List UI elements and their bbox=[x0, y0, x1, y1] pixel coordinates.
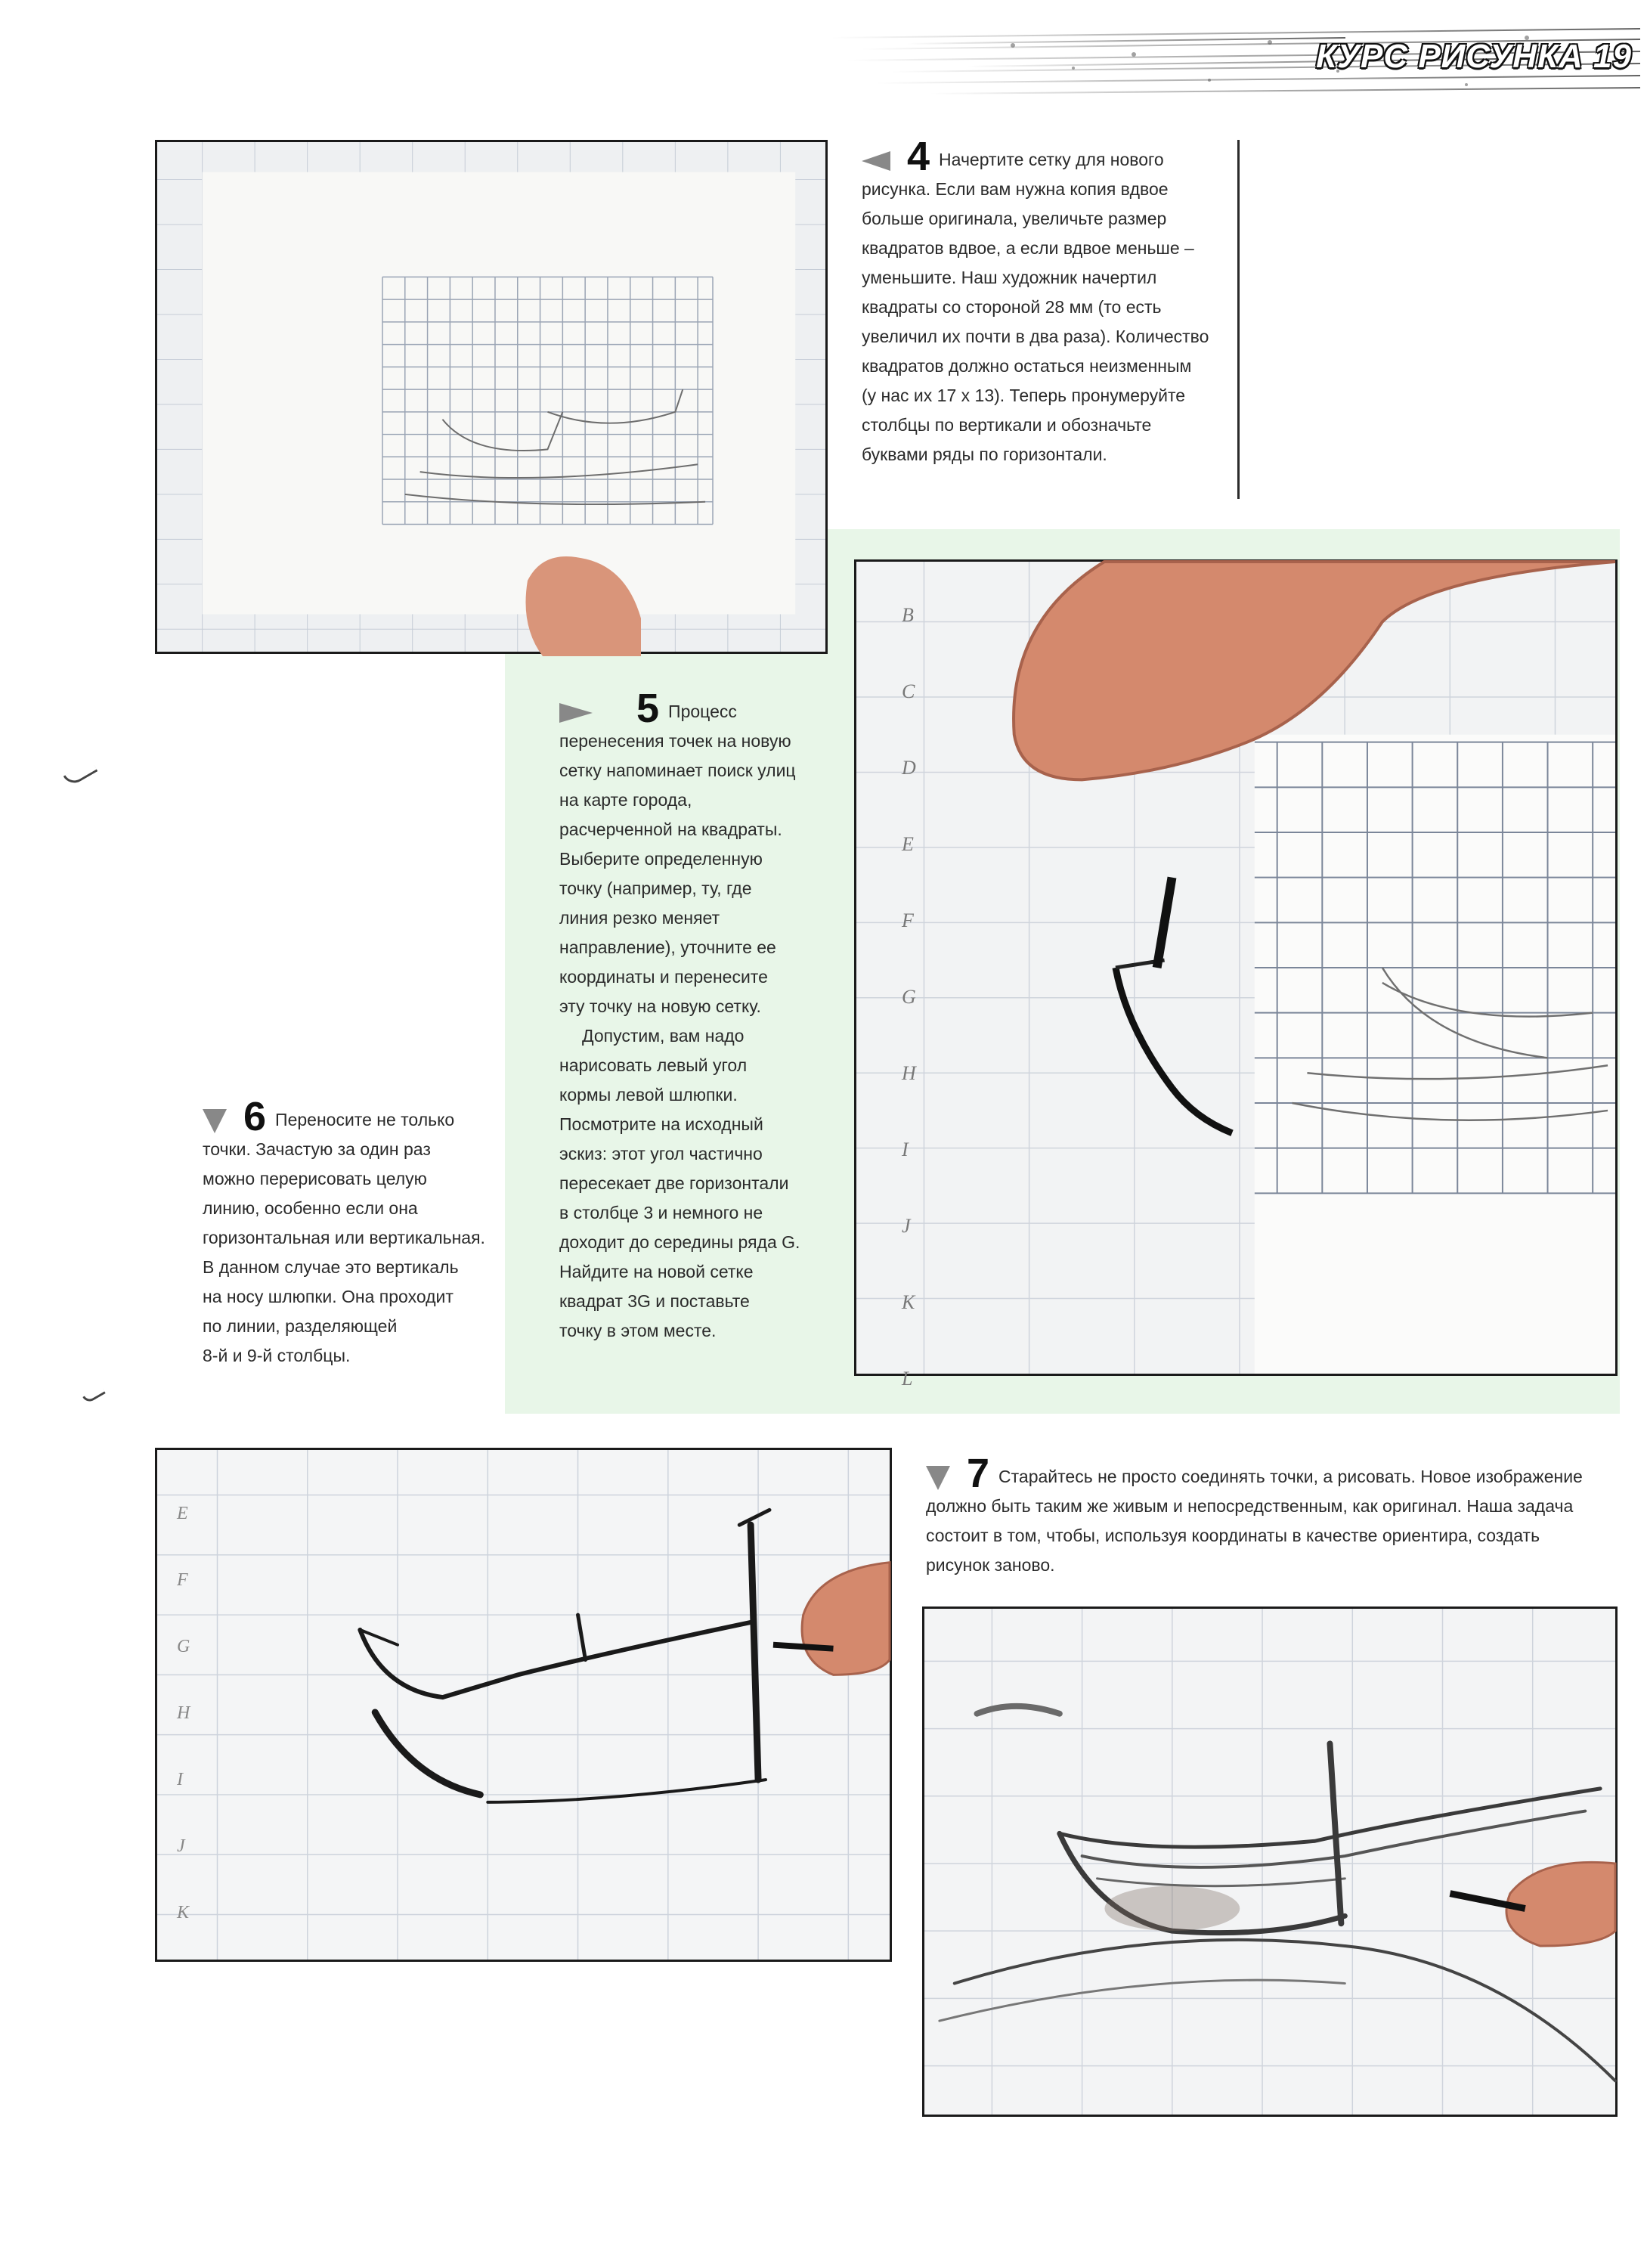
hand-illustration bbox=[512, 535, 649, 656]
step-7-number: 7 bbox=[967, 1451, 990, 1496]
text-line: рисунка. Если вам нужна копия вдвое bbox=[862, 179, 1169, 199]
step-6-number: 6 bbox=[243, 1094, 267, 1139]
text-line: направление), уточните ее bbox=[559, 937, 776, 957]
text-line: пересекает две горизонтали bbox=[559, 1173, 789, 1193]
margin-mark bbox=[63, 760, 98, 787]
text-line: сетку напоминает поиск улиц bbox=[559, 761, 796, 780]
header-title: КУРС РИСУНКА bbox=[1316, 38, 1584, 75]
step-5-number: 5 bbox=[636, 686, 660, 731]
text-line: квадратов должно остаться неизменным bbox=[862, 356, 1192, 376]
photo-step-5 bbox=[854, 559, 1618, 1390]
text-line: эту точку на новую сетку. bbox=[559, 996, 761, 1016]
text-line: кормы левой шлюпки. bbox=[559, 1085, 738, 1105]
text-line: точки. Зачастую за один раз bbox=[203, 1139, 431, 1159]
text-line: нарисовать левый угол bbox=[559, 1055, 748, 1075]
grid-row-labels: E F G H I J K bbox=[177, 1504, 190, 1923]
photo-step-7 bbox=[922, 1606, 1618, 2117]
text-line: в столбце 3 и немного не bbox=[559, 1203, 763, 1222]
text-line: точку в этом месте. bbox=[559, 1321, 717, 1340]
step-4-text bbox=[862, 134, 1224, 469]
text-line: Начертите сетку для нового bbox=[939, 150, 1164, 169]
text-line: В данном случае это вертикаль bbox=[203, 1257, 459, 1277]
text-line: Допустим, вам надо bbox=[582, 1026, 745, 1046]
triangle-down-icon bbox=[926, 1466, 950, 1490]
text-line: координаты и перенесите bbox=[559, 967, 768, 987]
photo-step-4 bbox=[155, 140, 828, 654]
text-line: должно быть таким же живым и непосредственным, как оригинал. Наша задача bbox=[926, 1496, 1574, 1516]
step-6-text bbox=[203, 1094, 505, 1371]
text-line: на носу шлюпки. Она проходит bbox=[203, 1287, 454, 1306]
text-line: рисунок заново. bbox=[926, 1555, 1055, 1575]
text-line: Переносите не только bbox=[275, 1110, 455, 1129]
text-line: Старайтесь не просто соединять точки, а рисовать. Новое изображение bbox=[998, 1467, 1583, 1486]
triangle-left-icon bbox=[862, 151, 890, 171]
text-line: Процесс bbox=[668, 702, 737, 721]
text-line: уменьшите. Наш художник начертил bbox=[862, 268, 1157, 287]
text-line: больше оригинала, увеличьте размер bbox=[862, 209, 1167, 228]
page-number: 19 bbox=[1593, 38, 1632, 75]
text-line: Найдите на новой сетке bbox=[559, 1262, 754, 1281]
page-header bbox=[1316, 38, 1632, 76]
photo-step-6 bbox=[155, 1448, 892, 1962]
text-line: можно перерисовать целую bbox=[203, 1169, 427, 1188]
text-line: по линии, разделяющей bbox=[203, 1316, 398, 1336]
triangle-right-icon bbox=[559, 703, 593, 723]
text-line: буквами ряды по горизонтали. bbox=[862, 445, 1107, 464]
step-4-number: 4 bbox=[907, 134, 930, 179]
text-line: квадратов вдвое, а если вдвое меньше – bbox=[862, 238, 1194, 258]
text-line: (у нас их 17 x 13). Теперь пронумеруйте bbox=[862, 386, 1186, 405]
text-line: доходит до середины ряда G. bbox=[559, 1232, 800, 1252]
triangle-down-icon bbox=[203, 1109, 227, 1133]
text-line: горизонтальная или вертикальная. bbox=[203, 1228, 485, 1247]
step-5-text bbox=[559, 686, 847, 1346]
text-line: квадрат 3G и поставьте bbox=[559, 1291, 750, 1311]
text-line: увеличил их почти в два раза). Количество bbox=[862, 327, 1209, 346]
text-line: расчерченной на квадраты. bbox=[559, 820, 782, 839]
text-line: на карте города, bbox=[559, 790, 692, 810]
text-line: эскиз: этот угол частично bbox=[559, 1144, 763, 1163]
text-line: 8-й и 9-й столбцы. bbox=[203, 1346, 351, 1365]
margin-mark bbox=[82, 1386, 106, 1404]
vertical-rule bbox=[1237, 140, 1240, 499]
text-line: Посмотрите на исходный bbox=[559, 1114, 763, 1134]
text-line: линия резко меняет bbox=[559, 908, 720, 928]
text-line: состоит в том, чтобы, используя координаты в качестве ориентира, создать bbox=[926, 1526, 1540, 1545]
grid-row-labels: B C D E F G H I J K L bbox=[902, 604, 916, 1390]
step-7-text bbox=[926, 1451, 1621, 1580]
text-line: Выберите определенную bbox=[559, 849, 763, 869]
text-line: точку (например, ту, где bbox=[559, 878, 752, 898]
text-line: перенесения точек на новую bbox=[559, 731, 791, 751]
text-line: квадраты со стороной 28 мм (то есть bbox=[862, 297, 1162, 317]
text-line: линию, особенно если она bbox=[203, 1198, 418, 1218]
text-line: столбцы по вертикали и обозначьте bbox=[862, 415, 1152, 435]
